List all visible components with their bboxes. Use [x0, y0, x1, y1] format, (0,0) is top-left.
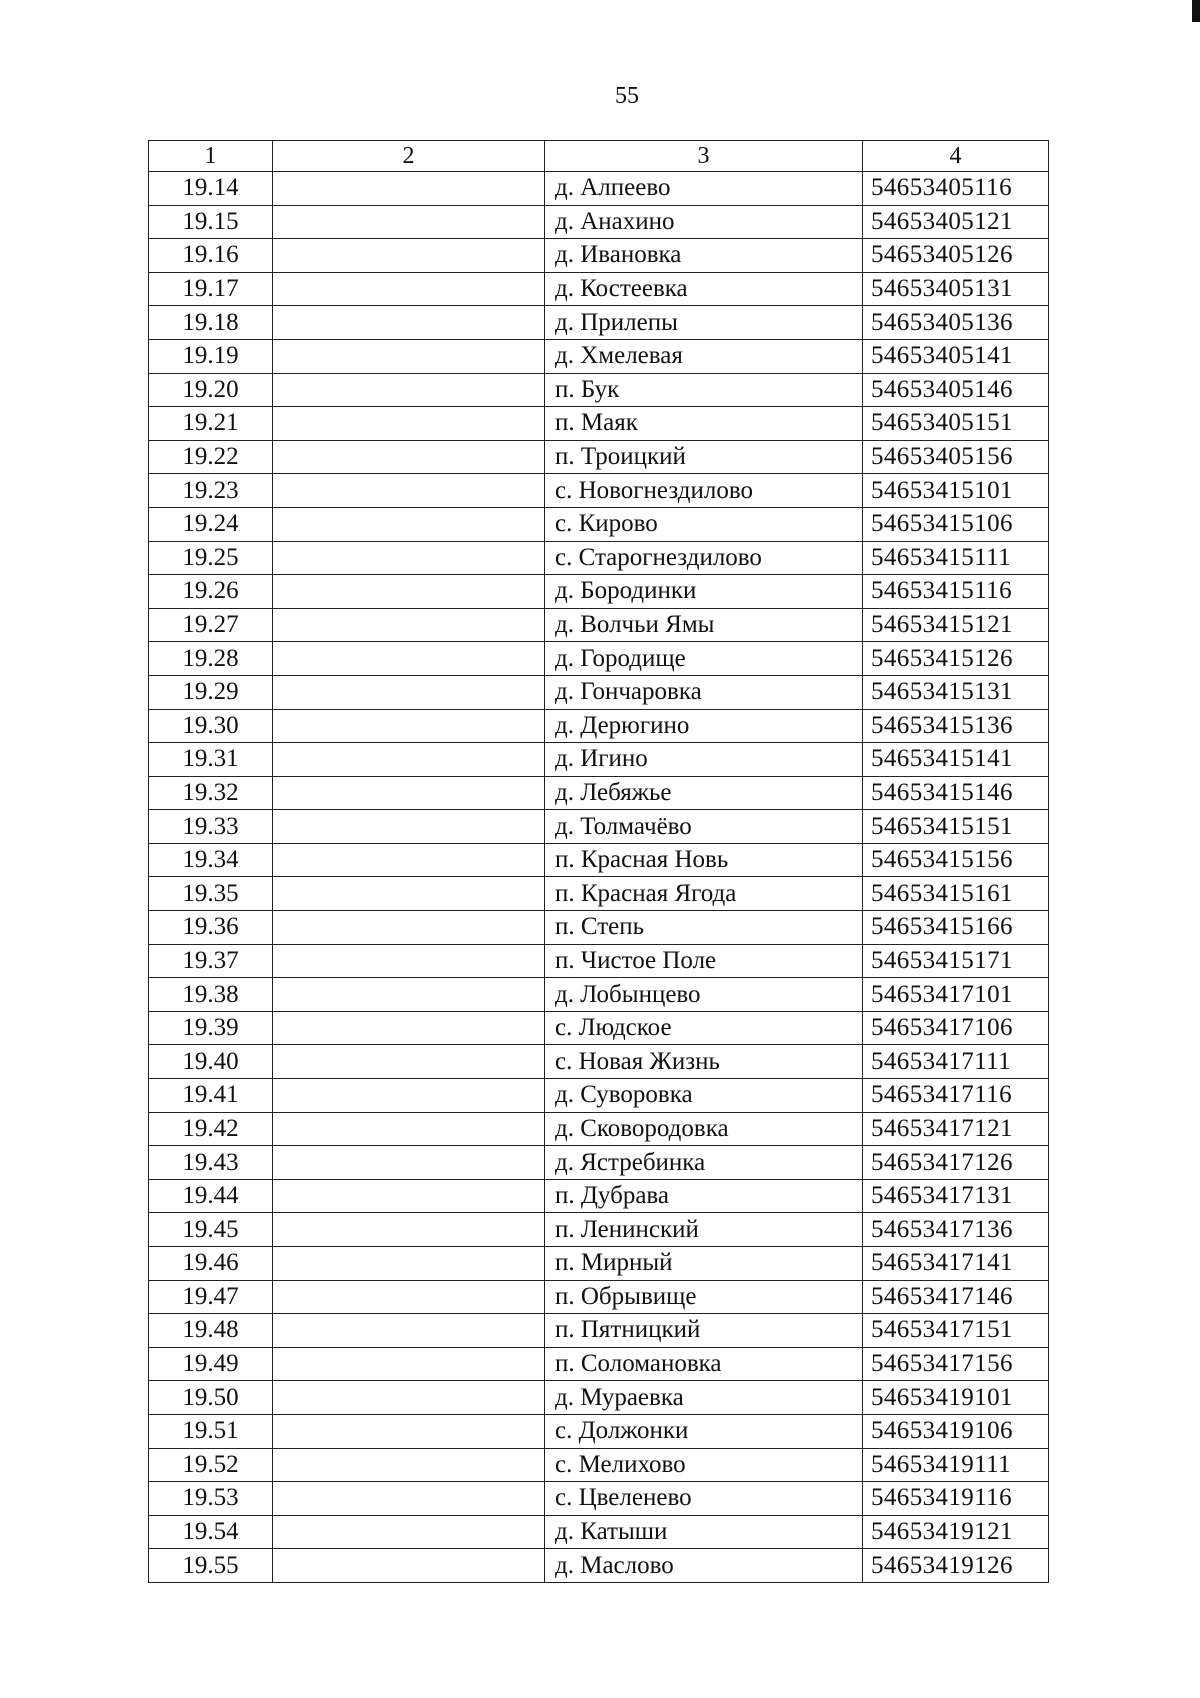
row-col-2 [273, 440, 545, 474]
row-number: 19.19 [149, 339, 273, 373]
table-row [149, 608, 1049, 642]
row-number: 19.25 [149, 541, 273, 575]
settlement-name: п. Ленинский [545, 1213, 863, 1247]
row-col-2 [273, 575, 545, 609]
settlement-name: п. Степь [545, 911, 863, 945]
table-row [149, 776, 1049, 810]
row-col-2 [273, 474, 545, 508]
oktmo-code: 54653415161 [863, 877, 1049, 911]
row-col-2 [273, 608, 545, 642]
page-number: 55 [615, 83, 639, 109]
oktmo-code: 54653405136 [863, 306, 1049, 340]
row-number: 19.33 [149, 810, 273, 844]
row-col-2 [273, 1112, 545, 1146]
row-col-2 [273, 776, 545, 810]
row-number: 19.45 [149, 1213, 273, 1247]
table-row [149, 1347, 1049, 1381]
row-number: 19.21 [149, 407, 273, 441]
row-col-2 [273, 339, 545, 373]
row-col-2 [273, 911, 545, 945]
table-row [149, 474, 1049, 508]
oktmo-code: 54653405156 [863, 440, 1049, 474]
row-number: 19.53 [149, 1482, 273, 1516]
row-col-2 [273, 1011, 545, 1045]
settlement-name: д. Сковородовка [545, 1112, 863, 1146]
oktmo-code: 54653415151 [863, 810, 1049, 844]
row-number: 19.41 [149, 1079, 273, 1113]
table-row [149, 1247, 1049, 1281]
oktmo-code: 54653419121 [863, 1515, 1049, 1549]
settlement-name: п. Мирный [545, 1247, 863, 1281]
row-col-2 [273, 877, 545, 911]
row-col-2 [273, 1079, 545, 1113]
oktmo-code: 54653405151 [863, 407, 1049, 441]
row-number: 19.15 [149, 205, 273, 239]
row-col-2 [273, 1247, 545, 1281]
row-number: 19.20 [149, 373, 273, 407]
settlements-table [148, 140, 1049, 1583]
table-row [149, 642, 1049, 676]
row-number: 19.40 [149, 1045, 273, 1079]
table-row [149, 339, 1049, 373]
settlement-name: с. Цвеленево [545, 1482, 863, 1516]
table-header-row [149, 141, 1049, 172]
settlement-name: п. Маяк [545, 407, 863, 441]
settlement-name: п. Обрывище [545, 1280, 863, 1314]
oktmo-code: 54653417106 [863, 1011, 1049, 1045]
oktmo-code: 54653415111 [863, 541, 1049, 575]
settlement-name: с. Кирово [545, 507, 863, 541]
row-number: 19.52 [149, 1448, 273, 1482]
row-col-2 [273, 1448, 545, 1482]
table-row [149, 172, 1049, 206]
settlement-name: д. Толмачёво [545, 810, 863, 844]
table-row [149, 1213, 1049, 1247]
table-row [149, 440, 1049, 474]
row-number: 19.28 [149, 642, 273, 676]
row-col-2 [273, 810, 545, 844]
column-header-2: 2 [273, 141, 545, 172]
row-number: 19.35 [149, 877, 273, 911]
row-col-2 [273, 1146, 545, 1180]
settlement-name: п. Дубрава [545, 1179, 863, 1213]
row-col-2 [273, 541, 545, 575]
row-number: 19.54 [149, 1515, 273, 1549]
row-col-2 [273, 843, 545, 877]
oktmo-code: 54653405131 [863, 272, 1049, 306]
row-col-2 [273, 239, 545, 273]
settlement-name: с. Должонки [545, 1414, 863, 1448]
table-row [149, 1112, 1049, 1146]
settlement-name: д. Маслово [545, 1549, 863, 1583]
oktmo-code: 54653419116 [863, 1482, 1049, 1516]
settlement-name: д. Игино [545, 743, 863, 777]
table-row [149, 407, 1049, 441]
settlement-name: д. Анахино [545, 205, 863, 239]
settlement-name: д. Алпеево [545, 172, 863, 206]
row-number: 19.27 [149, 608, 273, 642]
row-col-2 [273, 1314, 545, 1348]
table-body [149, 172, 1049, 1583]
row-number: 19.30 [149, 709, 273, 743]
table-row [149, 1448, 1049, 1482]
row-col-2 [273, 743, 545, 777]
table-row [149, 944, 1049, 978]
oktmo-code: 54653415146 [863, 776, 1049, 810]
row-number: 19.42 [149, 1112, 273, 1146]
row-col-2 [273, 1347, 545, 1381]
settlement-name: д. Волчьи Ямы [545, 608, 863, 642]
oktmo-code: 54653417131 [863, 1179, 1049, 1213]
table-row [149, 541, 1049, 575]
row-number: 19.44 [149, 1179, 273, 1213]
table-row [149, 1314, 1049, 1348]
table-row [149, 978, 1049, 1012]
row-number: 19.51 [149, 1414, 273, 1448]
oktmo-code: 54653417146 [863, 1280, 1049, 1314]
settlement-name: д. Бородинки [545, 575, 863, 609]
table-row [149, 1381, 1049, 1415]
row-col-2 [273, 1482, 545, 1516]
row-col-2 [273, 172, 545, 206]
oktmo-code: 54653417126 [863, 1146, 1049, 1180]
settlement-name: д. Ивановка [545, 239, 863, 273]
row-col-2 [273, 306, 545, 340]
row-number: 19.32 [149, 776, 273, 810]
row-col-2 [273, 944, 545, 978]
oktmo-code: 54653405116 [863, 172, 1049, 206]
row-number: 19.29 [149, 675, 273, 709]
table-row [149, 675, 1049, 709]
table-row [149, 373, 1049, 407]
settlement-name: с. Старогнездилово [545, 541, 863, 575]
row-number: 19.46 [149, 1247, 273, 1281]
table-row [149, 911, 1049, 945]
row-col-2 [273, 1280, 545, 1314]
oktmo-code: 54653417156 [863, 1347, 1049, 1381]
table-row [149, 507, 1049, 541]
oktmo-code: 54653419106 [863, 1414, 1049, 1448]
oktmo-code: 54653419111 [863, 1448, 1049, 1482]
row-number: 19.37 [149, 944, 273, 978]
row-number: 19.48 [149, 1314, 273, 1348]
scan-edge-mark [1192, 0, 1200, 22]
oktmo-code: 54653415136 [863, 709, 1049, 743]
row-number: 19.16 [149, 239, 273, 273]
column-header-4: 4 [863, 141, 1049, 172]
table-row [149, 205, 1049, 239]
table-row [149, 1549, 1049, 1583]
oktmo-code: 54653405121 [863, 205, 1049, 239]
oktmo-code: 54653405146 [863, 373, 1049, 407]
row-col-2 [273, 675, 545, 709]
settlement-name: д. Прилепы [545, 306, 863, 340]
oktmo-code: 54653415126 [863, 642, 1049, 676]
oktmo-code: 54653415171 [863, 944, 1049, 978]
table-row [149, 1045, 1049, 1079]
row-number: 19.43 [149, 1146, 273, 1180]
settlement-name: д. Ястребинка [545, 1146, 863, 1180]
table-row [149, 743, 1049, 777]
row-col-2 [273, 978, 545, 1012]
oktmo-code: 54653415106 [863, 507, 1049, 541]
settlement-name: с. Новая Жизнь [545, 1045, 863, 1079]
oktmo-code: 54653417141 [863, 1247, 1049, 1281]
row-number: 19.50 [149, 1381, 273, 1415]
row-number: 19.55 [149, 1549, 273, 1583]
column-header-3: 3 [545, 141, 863, 172]
settlement-name: д. Костеевка [545, 272, 863, 306]
table-row [149, 1280, 1049, 1314]
settlement-name: п. Чистое Поле [545, 944, 863, 978]
column-header-1: 1 [149, 141, 273, 172]
oktmo-code: 54653415101 [863, 474, 1049, 508]
row-col-2 [273, 205, 545, 239]
oktmo-code: 54653417116 [863, 1079, 1049, 1113]
oktmo-code: 54653417121 [863, 1112, 1049, 1146]
table-row [149, 1146, 1049, 1180]
settlement-name: п. Бук [545, 373, 863, 407]
row-col-2 [273, 1213, 545, 1247]
row-col-2 [273, 709, 545, 743]
settlement-name: д. Лобынцево [545, 978, 863, 1012]
oktmo-code: 54653405126 [863, 239, 1049, 273]
table-row [149, 272, 1049, 306]
table-row [149, 1079, 1049, 1113]
row-number: 19.39 [149, 1011, 273, 1045]
settlement-name: с. Новогнездилово [545, 474, 863, 508]
oktmo-code: 54653417151 [863, 1314, 1049, 1348]
settlement-name: с. Мелихово [545, 1448, 863, 1482]
oktmo-code: 54653415116 [863, 575, 1049, 609]
settlement-name: с. Людское [545, 1011, 863, 1045]
row-col-2 [273, 272, 545, 306]
table-row [149, 709, 1049, 743]
table-row [149, 877, 1049, 911]
table-row [149, 575, 1049, 609]
table-row [149, 1011, 1049, 1045]
table-row [149, 1482, 1049, 1516]
table-row [149, 306, 1049, 340]
table-row [149, 810, 1049, 844]
oktmo-code: 54653417111 [863, 1045, 1049, 1079]
settlement-name: д. Городище [545, 642, 863, 676]
row-number: 19.18 [149, 306, 273, 340]
row-number: 19.31 [149, 743, 273, 777]
oktmo-code: 54653415156 [863, 843, 1049, 877]
row-number: 19.23 [149, 474, 273, 508]
table-row [149, 1515, 1049, 1549]
settlement-name: д. Лебяжье [545, 776, 863, 810]
row-col-2 [273, 507, 545, 541]
row-col-2 [273, 1045, 545, 1079]
row-col-2 [273, 1381, 545, 1415]
settlement-name: д. Катыши [545, 1515, 863, 1549]
settlement-name: д. Гончаровка [545, 675, 863, 709]
oktmo-code: 54653415131 [863, 675, 1049, 709]
settlement-name: д. Хмелевая [545, 339, 863, 373]
oktmo-code: 54653417101 [863, 978, 1049, 1012]
table-row [149, 1179, 1049, 1213]
row-number: 19.24 [149, 507, 273, 541]
row-number: 19.14 [149, 172, 273, 206]
row-col-2 [273, 373, 545, 407]
table-row [149, 239, 1049, 273]
row-col-2 [273, 642, 545, 676]
settlement-name: п. Красная Новь [545, 843, 863, 877]
row-number: 19.17 [149, 272, 273, 306]
settlement-name: п. Красная Ягода [545, 877, 863, 911]
row-col-2 [273, 1179, 545, 1213]
table-row [149, 1414, 1049, 1448]
settlement-name: д. Суворовка [545, 1079, 863, 1113]
row-number: 19.22 [149, 440, 273, 474]
row-col-2 [273, 407, 545, 441]
oktmo-code: 54653419126 [863, 1549, 1049, 1583]
row-col-2 [273, 1515, 545, 1549]
table-row [149, 843, 1049, 877]
settlement-name: п. Троицкий [545, 440, 863, 474]
row-number: 19.34 [149, 843, 273, 877]
oktmo-code: 54653415141 [863, 743, 1049, 777]
oktmo-code: 54653417136 [863, 1213, 1049, 1247]
row-number: 19.47 [149, 1280, 273, 1314]
oktmo-code: 54653419101 [863, 1381, 1049, 1415]
oktmo-code: 54653405141 [863, 339, 1049, 373]
settlement-name: д. Дерюгино [545, 709, 863, 743]
oktmo-code: 54653415121 [863, 608, 1049, 642]
row-number: 19.49 [149, 1347, 273, 1381]
oktmo-code: 54653415166 [863, 911, 1049, 945]
settlement-name: д. Мураевка [545, 1381, 863, 1415]
settlement-name: п. Пятницкий [545, 1314, 863, 1348]
settlement-name: п. Соломановка [545, 1347, 863, 1381]
row-number: 19.26 [149, 575, 273, 609]
row-number: 19.36 [149, 911, 273, 945]
row-number: 19.38 [149, 978, 273, 1012]
row-col-2 [273, 1414, 545, 1448]
row-col-2 [273, 1549, 545, 1583]
